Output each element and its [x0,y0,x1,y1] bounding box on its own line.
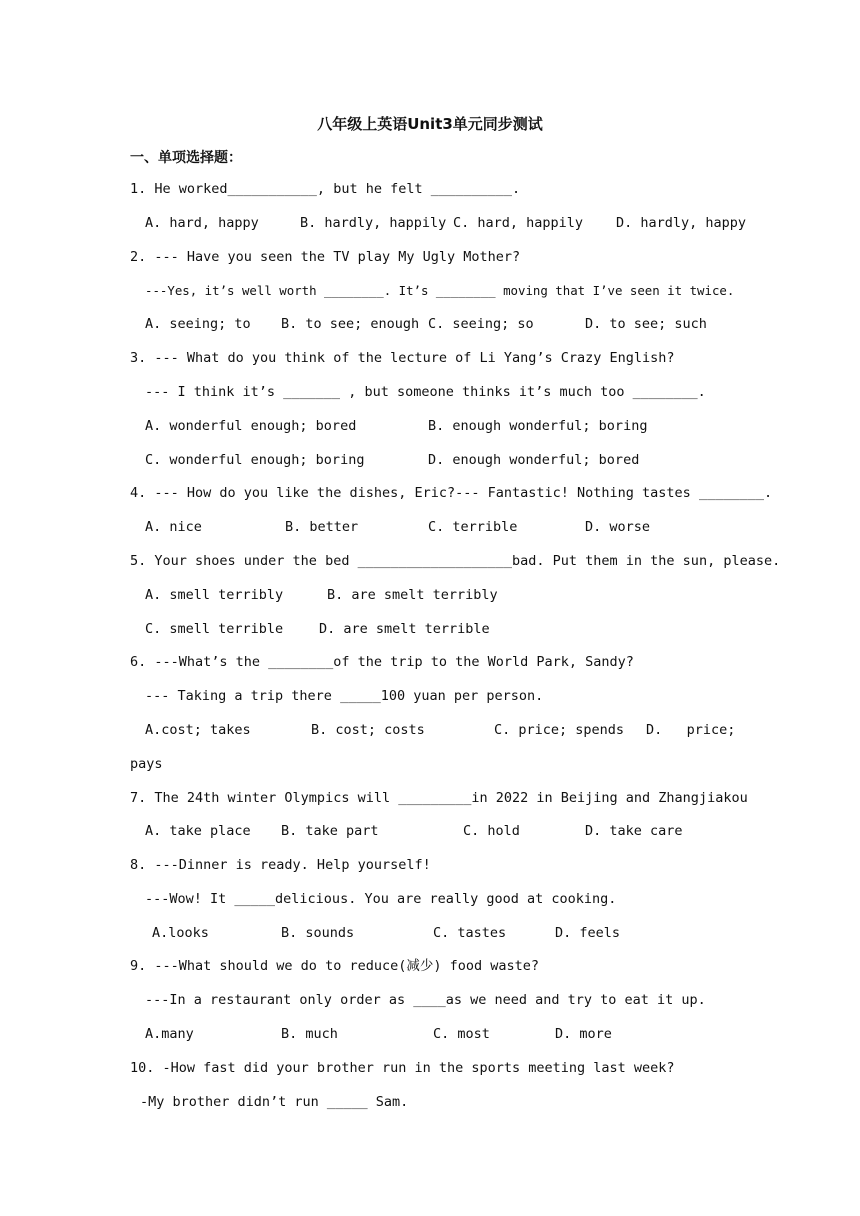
q6-option-d-wrap: pays [130,756,163,772]
question-3-line-2: --- I think it’s _______ , but someone thinks it’s much too ________. [145,384,706,400]
q4-option-d: D. worse [585,519,651,535]
q1-option-a: A. hard, happy [145,215,259,231]
q7-option-b: B. take part [281,823,379,839]
q1-option-b: B. hardly, happily [300,215,447,231]
q1-option-d: D. hardly, happy [616,215,747,231]
q6-option-c: C. price; spends [494,722,625,738]
section-heading: 一、单项选择题： [130,150,242,166]
q2-option-c: C. seeing; so [428,316,534,332]
page-title: 八年级上英语Unit3单元同步测试 [317,115,543,133]
q5-option-a: A. smell terribly [145,587,284,603]
question-7: 7. The 24th winter Olympics will _________in 2022 in Beijing and Zhangjiakou [130,790,748,806]
q7-option-c: C. hold [463,823,520,839]
question-6-line-2: --- Taking a trip there _____100 yuan per person. [145,688,544,704]
q5-option-b: B. are smelt terribly [327,587,498,603]
q5-option-d: D. are smelt terrible [319,621,490,637]
q8-option-a: A.looks [152,925,209,941]
q4-option-b: B. better [285,519,359,535]
question-9: 9. ---What should we do to reduce(减少) food waste? [130,958,540,974]
question-6: 6. ---What’s the ________of the trip to the World Park, Sandy? [130,654,634,670]
q8-option-c: C. tastes [433,925,507,941]
q7-option-d: D. take care [585,823,683,839]
q1-option-c: C. hard, happily [453,215,584,231]
q3-option-b: B. enough wonderful; boring [428,418,648,434]
question-3: 3. --- What do you think of the lecture of Li Yang’s Crazy English? [130,350,675,366]
q9-option-c: C. most [433,1026,490,1042]
q2-option-d: D. to see; such [585,316,707,332]
q3-option-d: D. enough wonderful; bored [428,452,640,468]
question-2-line-2: ---Yes, it’s well worth ________. It’s ________ moving that I’ve seen it twice. [145,283,735,298]
q9-option-d: D. more [555,1026,612,1042]
question-9-line-2: ---In a restaurant only order as ____as we need and try to eat it up. [145,992,706,1008]
q4-option-a: A. nice [145,519,202,535]
q8-option-d: D. feels [555,925,621,941]
q6-option-b: B. cost; costs [311,722,425,738]
question-8-line-2: ---Wow! It _____delicious. You are really good at cooking. [145,891,617,907]
question-2: 2. --- Have you seen the TV play My Ugly Mother? [130,249,521,265]
question-10-line-2: -My brother didn’t run _____ Sam. [140,1094,409,1110]
q3-option-c: C. wonderful enough; boring [145,452,365,468]
q5-option-c: C. smell terrible [145,621,284,637]
q7-option-a: A. take place [145,823,251,839]
q6-option-d: D. price; [646,722,736,738]
q4-option-c: C. terrible [428,519,518,535]
question-4: 4. --- How do you like the dishes, Eric?--- Fantastic! Nothing tastes ________. [130,485,773,501]
question-5: 5. Your shoes under the bed ___________________bad. Put them in the sun, please. [130,553,781,569]
q2-option-a: A. seeing; to [145,316,251,332]
q8-option-b: B. sounds [281,925,355,941]
q6-option-a: A.cost; takes [145,722,251,738]
question-1: 1. He worked___________, but he felt __________. [130,181,521,197]
q9-option-a: A.many [145,1026,194,1042]
question-10: 10. -How fast did your brother run in the sports meeting last week? [130,1060,675,1076]
question-8: 8. ---Dinner is ready. Help yourself! [130,857,431,873]
q2-option-b: B. to see; enough [281,316,420,332]
q3-option-a: A. wonderful enough; bored [145,418,357,434]
q9-option-b: B. much [281,1026,338,1042]
